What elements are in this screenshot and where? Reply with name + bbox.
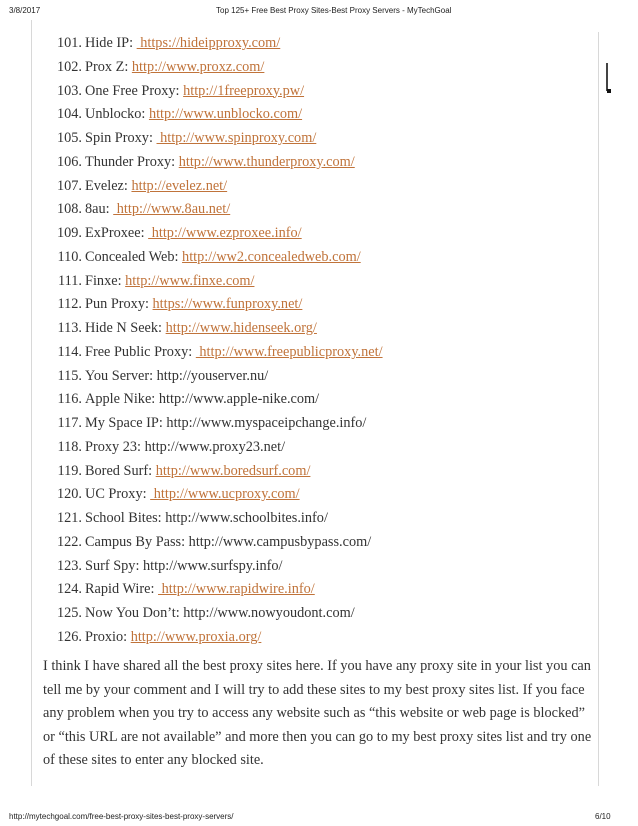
item-number: 103. (56, 82, 82, 99)
item-number: 107. (56, 177, 82, 194)
site-link[interactable]: http://www.rapidwire.info/ (158, 581, 315, 598)
item-number: 111. (58, 272, 82, 289)
list-item (0, 365, 600, 389)
list-item (0, 32, 600, 56)
site-name: Spin Proxy: (85, 130, 153, 146)
item-number: 114. (57, 343, 82, 360)
item-number: 108. (56, 201, 82, 218)
site-link[interactable]: http://www.hidenseek.org/ (165, 320, 317, 336)
site-url-text: http://www.schoolbites.info/ (165, 510, 328, 526)
item-number: 115. (57, 367, 82, 384)
site-name: Free Public Proxy: (85, 343, 193, 360)
site-url-text: http://www.surfspy.info/ (143, 557, 283, 574)
site-link[interactable]: http://1freeproxy.pw/ (183, 82, 305, 99)
site-name: Proxy 23: (85, 438, 142, 455)
item-number: 125. (56, 605, 82, 621)
site-link[interactable]: http://www.proxz.com/ (131, 58, 265, 75)
site-url-text: http://www.proxy23.net/ (144, 438, 286, 455)
list-item (0, 626, 600, 650)
list-item (0, 531, 600, 555)
print-footer-url: http://mytechgoal.com/free-best-proxy-sites-best-proxy-servers/ (9, 812, 234, 821)
site-url-text: http://www.apple-nike.com/ (158, 391, 320, 408)
list-item (0, 127, 600, 151)
closing-paragraph: I think I have shared all the best proxy sites here. If you have any proxy site in your list you can tell me by your comment and I will try to add these sites to my best proxy sites list. If you face any problem when you try to access any website such as “this website or web page is blocked” or “this URL are not available” and more then you can go to my best proxy sites list and try one of these sites to enter any blocked site. (43, 658, 592, 768)
item-number: 110. (57, 248, 82, 265)
list-item (0, 103, 600, 127)
item-number: 122. (56, 533, 82, 550)
proxy-site-list (0, 32, 600, 650)
site-name: School Bites: (85, 510, 162, 526)
item-number: 112. (57, 296, 82, 313)
item-number: 124. (56, 581, 82, 598)
list-item (0, 246, 600, 270)
site-link[interactable]: http://www.thunderproxy.com/ (178, 153, 355, 170)
site-name: Pun Proxy: (85, 296, 149, 313)
site-name: One Free Proxy: (85, 82, 180, 99)
site-name: Bored Surf: (85, 462, 153, 479)
site-name: Apple Nike: (85, 391, 156, 408)
site-link[interactable]: http://www.proxia.org/ (130, 628, 262, 645)
site-link[interactable]: http://www.ezproxee.info/ (148, 225, 302, 241)
site-name: UC Proxy: (85, 486, 147, 503)
list-item (0, 507, 600, 531)
site-name: 8au: (85, 201, 110, 218)
list-item (0, 483, 600, 507)
item-number: 118. (57, 438, 82, 455)
site-name: Now You Don’t: (85, 605, 180, 621)
item-number: 109. (56, 225, 82, 241)
list-item (0, 198, 600, 222)
site-name: Finxe: (85, 272, 122, 289)
item-number: 104. (56, 106, 82, 123)
site-link[interactable]: http://ww2.concealedweb.com/ (182, 248, 361, 265)
list-item (0, 388, 600, 412)
site-link[interactable]: http://www.finxe.com/ (125, 272, 255, 289)
site-link[interactable]: http://www.unblocko.com/ (148, 106, 303, 123)
site-url-text: http://www.campusbypass.com/ (188, 533, 372, 550)
item-number: 102. (56, 58, 82, 75)
site-link[interactable]: http://www.8au.net/ (113, 201, 231, 218)
site-name: Rapid Wire: (85, 581, 155, 598)
print-page-title: Top 125+ Free Best Proxy Sites-Best Proxy Servers - MyTechGoal (216, 6, 452, 15)
list-item (0, 555, 600, 579)
list-item (0, 602, 600, 626)
site-link[interactable]: http://evelez.net/ (131, 177, 228, 194)
site-name: Campus By Pass: (85, 533, 186, 550)
list-item (0, 175, 600, 199)
list-item (0, 317, 600, 341)
item-number: 113. (57, 320, 82, 336)
site-url-text: http://youserver.nu/ (156, 367, 269, 384)
item-number: 101. (56, 35, 82, 51)
scroll-indicator (606, 63, 608, 91)
item-number: 105. (56, 130, 82, 146)
site-link[interactable]: http://www.boredsurf.com/ (155, 462, 311, 479)
item-number: 116. (57, 391, 82, 408)
list-item (0, 56, 600, 80)
list-item (0, 412, 600, 436)
item-number: 120. (56, 486, 82, 503)
item-number: 121. (56, 510, 82, 526)
site-name: My Space IP: (85, 415, 163, 431)
site-name: Surf Spy: (85, 557, 140, 574)
list-item (0, 460, 600, 484)
site-url-text: http://www.myspaceipchange.info/ (166, 415, 367, 431)
list-item (0, 436, 600, 460)
list-item (0, 222, 600, 246)
site-link[interactable]: https://www.funproxy.net/ (152, 296, 303, 313)
print-page-number: 6/10 (595, 812, 611, 821)
site-name: Evelez: (85, 177, 128, 194)
site-name: Proxio: (85, 628, 128, 645)
site-link[interactable]: http://www.spinproxy.com/ (156, 130, 317, 146)
site-link[interactable]: http://www.ucproxy.com/ (150, 486, 300, 503)
site-name: ExProxee: (85, 225, 145, 241)
site-link[interactable]: https://hideipproxy.com/ (136, 35, 281, 51)
site-name: Concealed Web: (85, 248, 179, 265)
site-name: Hide IP: (85, 35, 134, 51)
site-name: Prox Z: (85, 58, 129, 75)
list-item (0, 80, 600, 104)
scroll-indicator-dot (607, 89, 611, 93)
list-item (0, 270, 600, 294)
site-name: Thunder Proxy: (85, 153, 176, 170)
site-name: Unblocko: (85, 106, 146, 123)
item-number: 123. (56, 557, 82, 574)
item-number: 106. (56, 153, 82, 170)
site-link[interactable]: http://www.freepublicproxy.net/ (195, 343, 383, 360)
item-number: 119. (57, 462, 82, 479)
list-item (0, 151, 600, 175)
item-number: 117. (57, 415, 82, 431)
print-date: 3/8/2017 (9, 6, 41, 15)
item-number: 126. (56, 628, 82, 645)
list-item (0, 293, 600, 317)
site-name: Hide N Seek: (85, 320, 163, 336)
site-url-text: http://www.nowyoudont.com/ (183, 605, 355, 621)
list-item (0, 578, 600, 602)
list-item (0, 341, 600, 365)
site-name: You Server: (85, 367, 154, 384)
